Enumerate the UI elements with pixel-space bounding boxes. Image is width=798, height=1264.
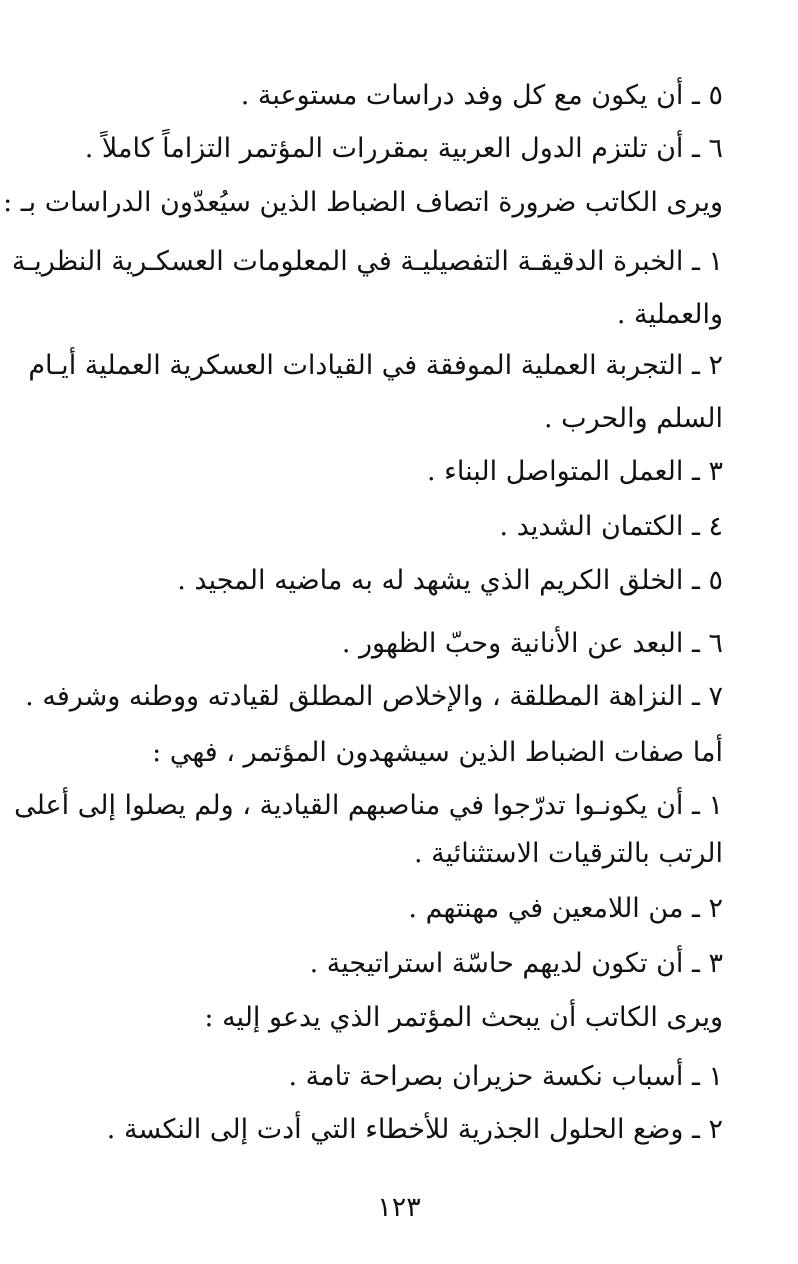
text-line: ١ ـ الخبرة الدقيقـة التفصيليـة في المعلومات العسكـرية النظريـة bbox=[11, 246, 723, 277]
text-line: أما صفات الضباط الذين سيشهدون المؤتمر ، فهي : bbox=[152, 737, 723, 768]
text-line: والعملية . bbox=[616, 299, 723, 330]
text-line: ٧ ـ النزاهة المطلقة ، والإخلاص المطلق لقيادته ووطنه وشرفه . bbox=[25, 681, 723, 712]
text-line: ٥ ـ الخلق الكريم الذي يشهد له به ماضيه المجيد . bbox=[177, 565, 723, 596]
text-line: ٣ ـ العمل المتواصل البناء . bbox=[427, 456, 723, 487]
text-line: ١ ـ أن يكونـوا تدرّجوا في مناصبهم القيادية ، ولم يصلوا إلى أعلى bbox=[14, 790, 723, 821]
text-line: ويرى الكاتب ضرورة اتصاف الضباط الذين سيُعدّون الدراسات بـ : bbox=[3, 187, 723, 218]
text-line: الرتب بالترقيات الاستثنائية . bbox=[413, 838, 723, 869]
page-number: ١٢٣ bbox=[377, 1192, 421, 1223]
text-line: ٣ ـ أن تكون لديهم حاسّة استراتيجية . bbox=[309, 948, 723, 979]
text-line: ويرى الكاتب أن يبحث المؤتمر الذي يدعو إليه : bbox=[204, 1002, 723, 1033]
text-line: ١ ـ أسباب نكسة حزيران بصراحة تامة . bbox=[288, 1061, 723, 1092]
text-line: ٢ ـ من اللامعين في مهنتهم . bbox=[408, 893, 723, 924]
text-line: ٥ ـ أن يكون مع كل وفد دراسات مستوعبة . bbox=[240, 80, 723, 111]
text-line: السلم والحرب . bbox=[544, 403, 723, 434]
text-line: ٦ ـ البعد عن الأنانية وحبّ الظهور . bbox=[341, 628, 723, 659]
text-line: ٦ ـ أن تلتزم الدول العربية بمقررات المؤتمر التزاماً كاملاً . bbox=[84, 133, 723, 164]
text-line: ٢ ـ وضع الحلول الجذرية للأخطاء التي أدت إلى النكسة . bbox=[106, 1114, 723, 1145]
text-line: ٢ ـ التجربة العملية الموفقة في القيادات العسكرية العملية أيـام bbox=[28, 350, 723, 381]
text-line: ٤ ـ الكتمان الشديد . bbox=[499, 511, 723, 542]
